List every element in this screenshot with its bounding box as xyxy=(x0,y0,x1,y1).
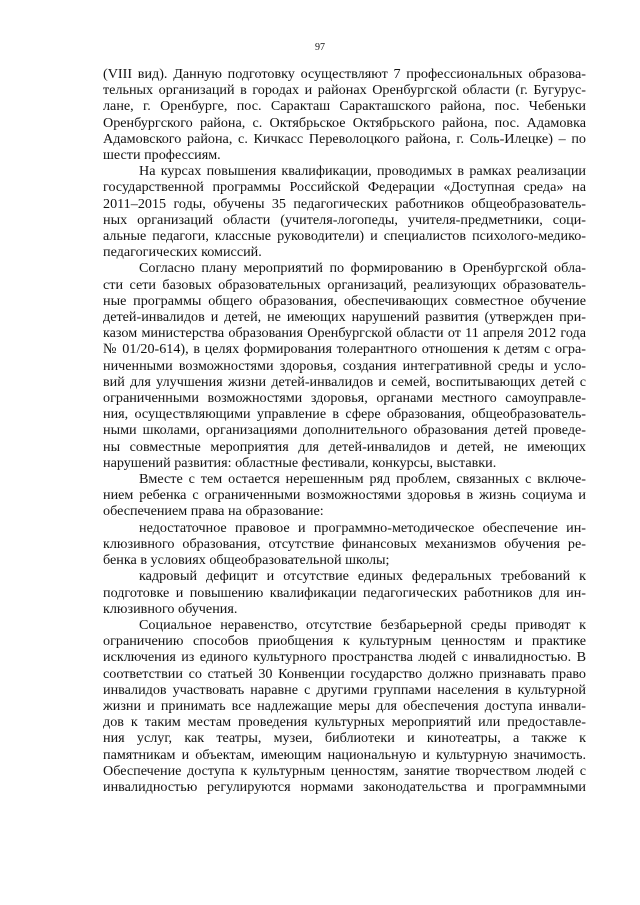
paragraph xyxy=(103,66,586,163)
text-line: Оренбургского района, с. Октябрьское Октябрьского района, пос. Адамовка xyxy=(103,114,586,131)
text-line: инвалидностью регулируются нормами законодательства и программными xyxy=(103,778,586,795)
text-line: вий для улучшения жизни детей-инвалидов и семей, воспитывающих детей с xyxy=(103,373,586,390)
text-line: нарушений развития: областные фестивали, конкурсы, выставки. xyxy=(103,454,497,471)
text-line: ных организаций области (учителя-логопеды, учителя-предметники, соци- xyxy=(103,211,586,228)
body-text xyxy=(103,66,586,795)
text-line: дов к таким местам проведения культурных мероприятий или предоставле- xyxy=(103,714,586,731)
text-line: лане, г. Оренбурге, пос. Саракташ Саракташского района, пос. Чебеньки xyxy=(103,98,586,115)
text-line: ния, осуществляющими управление в сфере образования, общеобразователь- xyxy=(103,406,586,423)
text-line: № 01/20-614), в целях формирования толерантного отношения к детям с огра- xyxy=(103,341,586,358)
text-line: альные педагоги, классные руководители) и специалистов психолого-медико- xyxy=(103,228,586,245)
paragraph xyxy=(103,617,586,795)
text-line: бенка в условиях общеобразовательной школы; xyxy=(103,552,390,569)
text-line: жизни и принимать все надлежащие меры для обеспечения доступа инвали- xyxy=(103,697,586,714)
page-number: 97 xyxy=(315,42,325,53)
text-line: Адамовского района, с. Кичкасс Переволоцкого района, г. Соль-Илецке) – по xyxy=(103,130,586,147)
text-line: недостаточное правовое и программно-методическое обеспечение ин- xyxy=(139,519,586,536)
paragraph xyxy=(103,568,586,617)
text-line: Согласно плану мероприятий по формированию в Оренбургской обла- xyxy=(139,260,586,277)
paragraph xyxy=(103,260,586,471)
text-line: сти сети базовых образовательных организаций, реализующих образователь- xyxy=(103,276,586,293)
text-line: обеспечением права на образование: xyxy=(103,503,324,520)
text-line: памятникам и объектам, имеющим национальную и культурную значимость. xyxy=(103,746,586,763)
text-line: тельных организаций в городах и районах Оренбургской области (г. Бугурус- xyxy=(103,82,586,99)
text-line: соответствии со статьей 30 Конвенции государство должно признавать право xyxy=(103,665,586,682)
text-line: Вместе с тем остается нерешенным ряд проблем, связанных с включе- xyxy=(139,471,586,488)
text-line: инвалидов участвовать наравне с другими группами населения в культурной xyxy=(103,681,586,698)
text-line: (VIII вид). Данную подготовку осуществляют 7 профессиональных образова- xyxy=(103,66,586,82)
text-line: клюзивного образования, отсутствие финансовых механизмов обучения ре- xyxy=(103,535,586,552)
text-line: ниченными возможностями здоровья, создания интегративной среды и усло- xyxy=(103,357,586,374)
paragraph xyxy=(103,520,586,569)
text-line: шести профессиям. xyxy=(103,147,221,164)
text-line: ны совместные мероприятия для детей-инвалидов и детей, не имеющих xyxy=(103,438,586,455)
text-line: педагогических комиссий. xyxy=(103,244,262,261)
text-line: ограничению способов приобщения к культурным ценностям и практике xyxy=(103,633,586,650)
text-line: нием ребенка с ограниченными возможностями здоровья в жизнь социума и xyxy=(103,487,586,504)
text-line: Обеспечение доступа к культурным ценностям, занятие творчеством людей с xyxy=(103,762,586,779)
text-line: подготовке и повышению квалификации педагогических работников для ин- xyxy=(103,584,586,601)
text-line: детей-инвалидов и детей, не имеющих нарушений развития (утвержден при- xyxy=(103,309,586,326)
text-line: Социальное неравенство, отсутствие безбарьерной среды приводят к xyxy=(139,616,586,633)
text-line: исключения из единого культурного пространства людей с инвалидностью. В xyxy=(103,649,586,666)
paragraph xyxy=(103,163,586,260)
text-line: казом министерства образования Оренбургской области от 11 апреля 2012 года xyxy=(103,325,586,342)
text-line: 2011–2015 годы, обучены 35 педагогических работников общеобразователь- xyxy=(103,195,586,212)
text-line: ные программы общего образования, обеспечивающих совместное обучение xyxy=(103,292,586,309)
text-line: ния услуг, как театры, музеи, библиотеки и кинотеатры, а также к xyxy=(103,730,586,747)
text-line: ными школами, организациями дополнительного образования детей проведе- xyxy=(103,422,586,439)
text-line: ограниченными возможностями здоровья, органами местного самоуправле- xyxy=(103,390,586,407)
text-line: кадровый дефицит и отсутствие единых федеральных требований к xyxy=(139,568,586,585)
paragraph xyxy=(103,471,586,520)
text-line: клюзивного обучения. xyxy=(103,600,238,617)
text-line: На курсах повышения квалификации, проводимых в рамках реализации xyxy=(139,163,586,180)
text-line: государственной программы Российской Федерации «Доступная среда» на xyxy=(103,179,586,196)
